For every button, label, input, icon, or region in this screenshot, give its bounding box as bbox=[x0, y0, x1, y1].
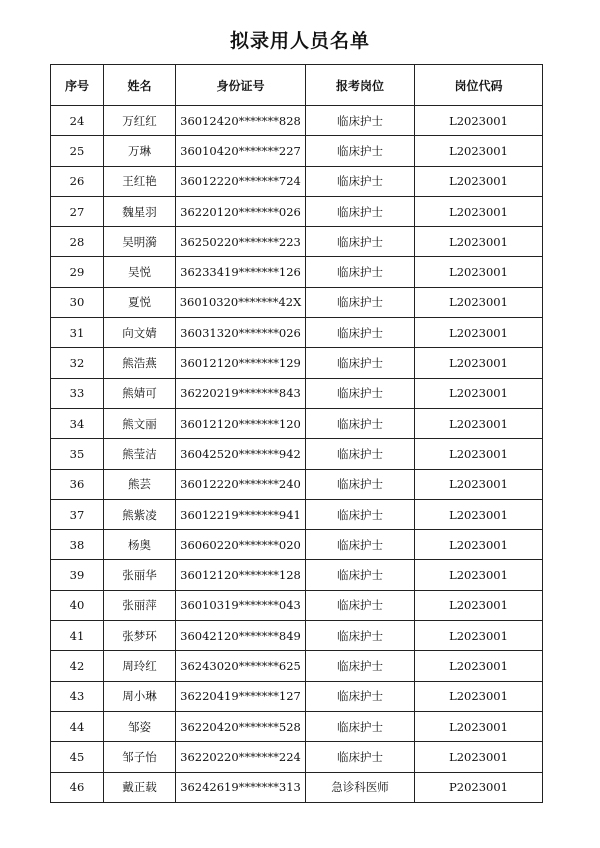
cell-id-number: 36220219*******843 bbox=[176, 378, 306, 408]
cell-position: 临床护士 bbox=[306, 257, 415, 287]
cell-position: 临床护士 bbox=[306, 196, 415, 226]
table-row bbox=[51, 196, 543, 226]
cell-index: 24 bbox=[51, 106, 104, 136]
cell-position-code: L2023001 bbox=[415, 287, 543, 317]
cell-position-code: L2023001 bbox=[415, 196, 543, 226]
cell-id-number: 36220420*******528 bbox=[176, 711, 306, 741]
cell-id-number: 36010319*******043 bbox=[176, 590, 306, 620]
cell-id-number: 36042520*******942 bbox=[176, 439, 306, 469]
table-row bbox=[51, 166, 543, 196]
cell-id-number: 36010420*******227 bbox=[176, 136, 306, 166]
table-row bbox=[51, 348, 543, 378]
table-row bbox=[51, 287, 543, 317]
cell-index: 39 bbox=[51, 560, 104, 590]
cell-index: 45 bbox=[51, 742, 104, 772]
cell-id-number: 36250220*******223 bbox=[176, 227, 306, 257]
header-id-number: 身份证号 bbox=[176, 65, 306, 106]
header-name: 姓名 bbox=[104, 65, 176, 106]
cell-name: 张丽华 bbox=[104, 560, 176, 590]
cell-position: 临床护士 bbox=[306, 651, 415, 681]
cell-index: 37 bbox=[51, 499, 104, 529]
cell-index: 29 bbox=[51, 257, 104, 287]
cell-position-code: L2023001 bbox=[415, 166, 543, 196]
cell-position-code: L2023001 bbox=[415, 378, 543, 408]
cell-name: 万琳 bbox=[104, 136, 176, 166]
cell-position-code: L2023001 bbox=[415, 590, 543, 620]
cell-index: 35 bbox=[51, 439, 104, 469]
table-body bbox=[51, 106, 543, 803]
cell-position: 临床护士 bbox=[306, 287, 415, 317]
cell-name: 熊紫凌 bbox=[104, 499, 176, 529]
table-row bbox=[51, 530, 543, 560]
header-position: 报考岗位 bbox=[306, 65, 415, 106]
table-row bbox=[51, 439, 543, 469]
cell-position-code: L2023001 bbox=[415, 318, 543, 348]
table-row bbox=[51, 742, 543, 772]
cell-position-code: L2023001 bbox=[415, 408, 543, 438]
cell-position: 临床护士 bbox=[306, 621, 415, 651]
table-row bbox=[51, 621, 543, 651]
cell-id-number: 36012220*******724 bbox=[176, 166, 306, 196]
cell-index: 43 bbox=[51, 681, 104, 711]
cell-index: 33 bbox=[51, 378, 104, 408]
cell-name: 熊莹洁 bbox=[104, 439, 176, 469]
cell-position: 临床护士 bbox=[306, 681, 415, 711]
cell-name: 夏悦 bbox=[104, 287, 176, 317]
cell-position-code: L2023001 bbox=[415, 499, 543, 529]
table-row bbox=[51, 106, 543, 136]
cell-id-number: 36012120*******129 bbox=[176, 348, 306, 378]
cell-position: 临床护士 bbox=[306, 348, 415, 378]
cell-name: 熊浩燕 bbox=[104, 348, 176, 378]
cell-id-number: 36060220*******020 bbox=[176, 530, 306, 560]
cell-position-code: L2023001 bbox=[415, 560, 543, 590]
cell-position-code: L2023001 bbox=[415, 136, 543, 166]
cell-position-code: L2023001 bbox=[415, 651, 543, 681]
cell-name: 周玲红 bbox=[104, 651, 176, 681]
cell-position-code: L2023001 bbox=[415, 530, 543, 560]
table-row bbox=[51, 590, 543, 620]
cell-position-code: L2023001 bbox=[415, 621, 543, 651]
cell-index: 42 bbox=[51, 651, 104, 681]
cell-position: 临床护士 bbox=[306, 136, 415, 166]
cell-index: 38 bbox=[51, 530, 104, 560]
cell-position: 临床护士 bbox=[306, 166, 415, 196]
cell-name: 周小琳 bbox=[104, 681, 176, 711]
cell-id-number: 36233419*******126 bbox=[176, 257, 306, 287]
cell-name: 熊文丽 bbox=[104, 408, 176, 438]
cell-name: 戴正载 bbox=[104, 772, 176, 802]
cell-id-number: 36012120*******120 bbox=[176, 408, 306, 438]
cell-index: 26 bbox=[51, 166, 104, 196]
cell-index: 34 bbox=[51, 408, 104, 438]
page-title: 拟录用人员名单 bbox=[229, 30, 370, 52]
cell-name: 魏星羽 bbox=[104, 196, 176, 226]
cell-name: 邹子怡 bbox=[104, 742, 176, 772]
cell-index: 36 bbox=[51, 469, 104, 499]
cell-position: 临床护士 bbox=[306, 499, 415, 529]
header-position-code: 岗位代码 bbox=[415, 65, 543, 106]
table-row bbox=[51, 408, 543, 438]
cell-id-number: 36012220*******240 bbox=[176, 469, 306, 499]
table-row bbox=[51, 227, 543, 257]
cell-position: 临床护士 bbox=[306, 408, 415, 438]
candidate-table bbox=[50, 64, 543, 803]
cell-position-code: L2023001 bbox=[415, 439, 543, 469]
cell-id-number: 36010320*******42X bbox=[176, 287, 306, 317]
cell-position: 临床护士 bbox=[306, 530, 415, 560]
cell-name: 向文婧 bbox=[104, 318, 176, 348]
cell-position: 临床护士 bbox=[306, 227, 415, 257]
cell-position: 临床护士 bbox=[306, 439, 415, 469]
header-index: 序号 bbox=[51, 65, 104, 106]
table-row bbox=[51, 378, 543, 408]
cell-position: 临床护士 bbox=[306, 378, 415, 408]
cell-position-code: L2023001 bbox=[415, 348, 543, 378]
cell-name: 张梦环 bbox=[104, 621, 176, 651]
cell-position-code: L2023001 bbox=[415, 469, 543, 499]
cell-id-number: 36220419*******127 bbox=[176, 681, 306, 711]
cell-position-code: L2023001 bbox=[415, 681, 543, 711]
cell-index: 46 bbox=[51, 772, 104, 802]
cell-id-number: 36220120*******026 bbox=[176, 196, 306, 226]
cell-id-number: 36242619*******313 bbox=[176, 772, 306, 802]
table-row bbox=[51, 469, 543, 499]
table-header-row bbox=[51, 65, 543, 106]
table-row bbox=[51, 772, 543, 802]
cell-index: 27 bbox=[51, 196, 104, 226]
table-row bbox=[51, 651, 543, 681]
cell-name: 邹姿 bbox=[104, 711, 176, 741]
cell-name: 熊婧可 bbox=[104, 378, 176, 408]
cell-position: 临床护士 bbox=[306, 106, 415, 136]
cell-index: 32 bbox=[51, 348, 104, 378]
table-row bbox=[51, 257, 543, 287]
cell-position-code: L2023001 bbox=[415, 711, 543, 741]
cell-position: 临床护士 bbox=[306, 711, 415, 741]
cell-position-code: P2023001 bbox=[415, 772, 543, 802]
cell-position-code: L2023001 bbox=[415, 106, 543, 136]
cell-position: 临床护士 bbox=[306, 318, 415, 348]
cell-name: 吴悦 bbox=[104, 257, 176, 287]
table-row bbox=[51, 560, 543, 590]
table-row bbox=[51, 499, 543, 529]
cell-name: 张丽萍 bbox=[104, 590, 176, 620]
cell-position: 临床护士 bbox=[306, 560, 415, 590]
cell-name: 吴明漪 bbox=[104, 227, 176, 257]
cell-position: 临床护士 bbox=[306, 590, 415, 620]
cell-position-code: L2023001 bbox=[415, 257, 543, 287]
table-row bbox=[51, 136, 543, 166]
cell-id-number: 36012120*******128 bbox=[176, 560, 306, 590]
cell-id-number: 36220220*******224 bbox=[176, 742, 306, 772]
cell-name: 万红红 bbox=[104, 106, 176, 136]
cell-id-number: 36042120*******849 bbox=[176, 621, 306, 651]
cell-index: 31 bbox=[51, 318, 104, 348]
table-row bbox=[51, 681, 543, 711]
cell-position: 临床护士 bbox=[306, 742, 415, 772]
cell-index: 25 bbox=[51, 136, 104, 166]
cell-id-number: 36012420*******828 bbox=[176, 106, 306, 136]
cell-index: 41 bbox=[51, 621, 104, 651]
cell-index: 44 bbox=[51, 711, 104, 741]
cell-position: 急诊科医师 bbox=[306, 772, 415, 802]
cell-position-code: L2023001 bbox=[415, 742, 543, 772]
table-row bbox=[51, 711, 543, 741]
cell-index: 30 bbox=[51, 287, 104, 317]
cell-index: 28 bbox=[51, 227, 104, 257]
cell-position: 临床护士 bbox=[306, 469, 415, 499]
cell-position-code: L2023001 bbox=[415, 227, 543, 257]
cell-id-number: 36243020*******625 bbox=[176, 651, 306, 681]
cell-name: 杨奥 bbox=[104, 530, 176, 560]
cell-name: 熊芸 bbox=[104, 469, 176, 499]
cell-name: 王红艳 bbox=[104, 166, 176, 196]
cell-id-number: 36012219*******941 bbox=[176, 499, 306, 529]
cell-id-number: 36031320*******026 bbox=[176, 318, 306, 348]
cell-index: 40 bbox=[51, 590, 104, 620]
table-row bbox=[51, 318, 543, 348]
